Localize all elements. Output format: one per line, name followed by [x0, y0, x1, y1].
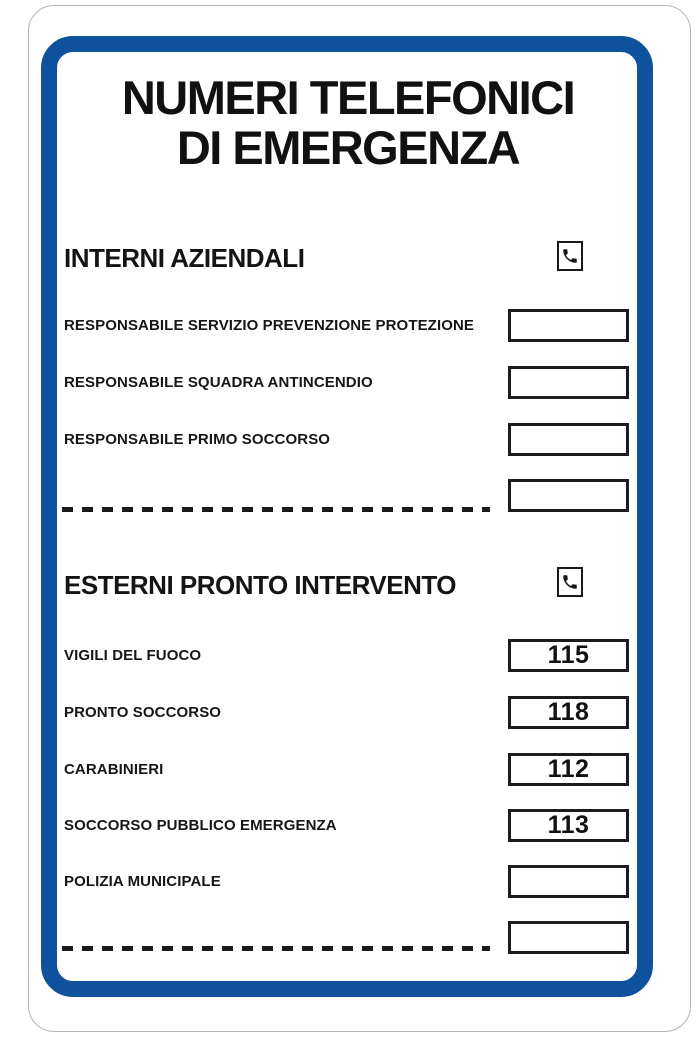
section-heading-esterni: ESTERNI PRONTO INTERVENTO [64, 570, 457, 600]
phone-handset-icon [557, 241, 583, 271]
number-box-vigili-del-fuoco: 115 [508, 639, 629, 672]
row-label-pronto-soccorso: PRONTO SOCCORSO [64, 704, 222, 721]
number-box-carabinieri: 112 [508, 753, 629, 786]
row-label-carabinieri: CARABINIERI [64, 761, 164, 778]
write-in-dash-line [62, 946, 490, 951]
number-box-responsabile-prevenzione [508, 309, 629, 342]
section-heading-interni: INTERNI AZIENDALI [64, 243, 305, 273]
row-label-responsabile-prevenzione: RESPONSABILE SERVIZIO PREVENZIONE PROTEZIONE [64, 317, 475, 334]
number-box-responsabile-primo-soccorso [508, 423, 629, 456]
row-label-soccorso-pubblico: SOCCORSO PUBBLICO EMERGENZA [64, 817, 337, 834]
sign-title [57, 73, 639, 173]
row-label-polizia-municipale: POLIZIA MUNICIPALE [64, 873, 221, 890]
write-in-dash-line [62, 507, 490, 512]
number-box-pronto-soccorso: 118 [508, 696, 629, 729]
number-box-soccorso-pubblico: 113 [508, 809, 629, 842]
row-label-vigili-del-fuoco: VIGILI DEL FUOCO [64, 647, 202, 664]
row-label-responsabile-antincendio: RESPONSABILE SQUADRA ANTINCENDIO [64, 374, 373, 391]
sign-blue-frame [41, 36, 653, 997]
phone-handset-icon [557, 567, 583, 597]
sign-title-line1: NUMERI TELEFONICI [121, 71, 575, 124]
number-box-blank-interni [508, 479, 629, 512]
number-box-polizia-municipale [508, 865, 629, 898]
row-label-responsabile-primo-soccorso: RESPONSABILE PRIMO SOCCORSO [64, 431, 331, 448]
sign-title-line2: DI EMERGENZA [176, 121, 520, 174]
number-box-responsabile-antincendio [508, 366, 629, 399]
number-box-blank-esterni [508, 921, 629, 954]
